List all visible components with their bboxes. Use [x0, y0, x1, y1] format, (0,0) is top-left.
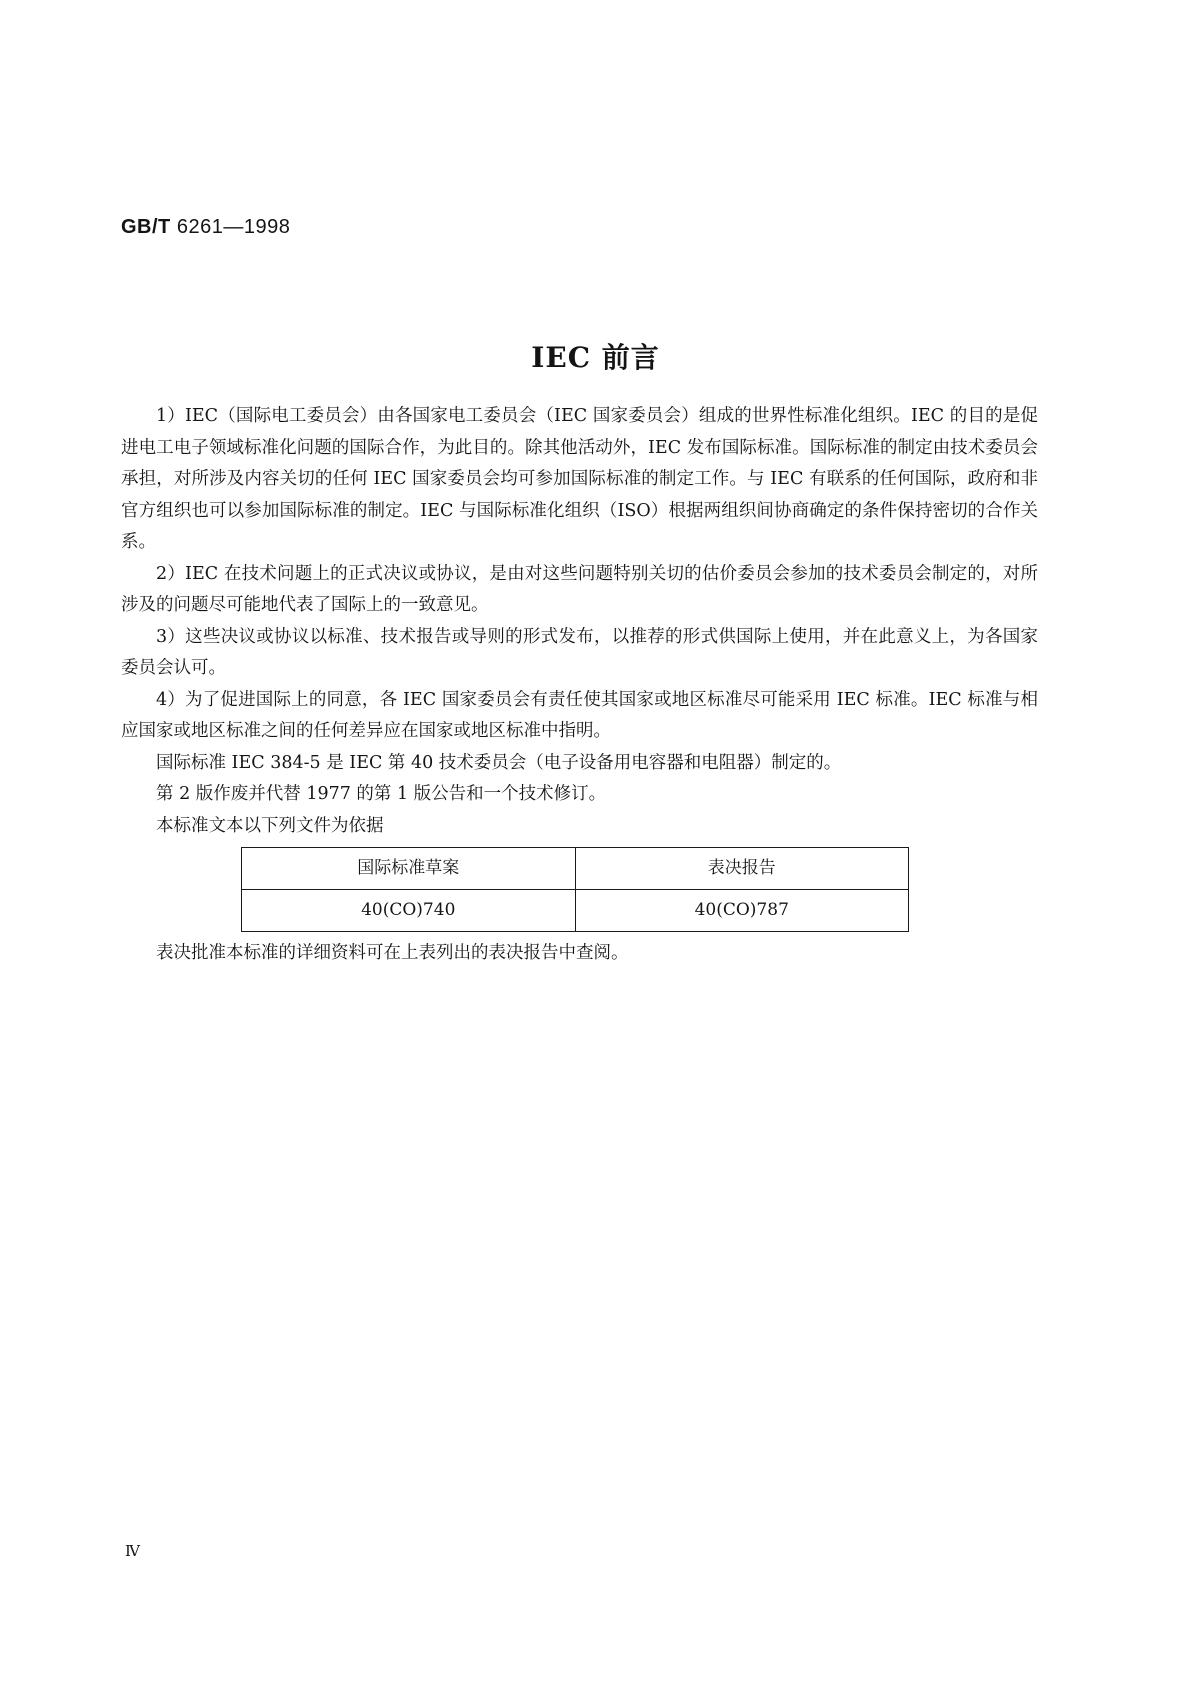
paragraph-1: 1）IEC（国际电工委员会）由各国家电工委员会（IEC 国家委员会）组成的世界性标准化组织。IEC 的目的是促进电工电子领域标准化问题的国际合作，为此目的。除其他活动外，IEC 发布国际标准。国际标准的制定由技术委员会承担，对所涉及内容关切的任何 IEC 国家委员会均可参加国际标准的制定工作。与 IEC 有联系的任何国际，政府和非官方组织也可以参加国际标准的制定。IEC 与国际标准化组织（ISO）根据两组织间协商确定的条件保持密切的合作关系。 [121, 406, 1038, 552]
paragraph-3: 3）这些决议或协议以标准、技术报告或导则的形式发布，以推荐的形式供国际上使用，并在此意义上，为各国家委员会认可。 [121, 626, 1038, 678]
page-number: Ⅳ [125, 1542, 140, 1560]
paragraph-5: 国际标准 IEC 384-5 是 IEC 第 40 技术委员会（电子设备用电容器和电阻器）制定的。 [156, 752, 842, 773]
paragraph-7: 本标准文本以下列文件为依据 [156, 815, 384, 836]
table-cell-draft: 40(CO)740 [242, 890, 576, 932]
document-id [121, 216, 290, 239]
table-header-vote-report: 表决报告 [575, 848, 909, 890]
paragraph-4: 4）为了促进国际上的同意，各 IEC 国家委员会有责任使其国家或地区标准尽可能采用 IEC 标准。IEC 标准与相应国家或地区标准之间的任何差异应在国家或地区标准中指明。 [121, 689, 1038, 741]
basis-table [241, 847, 909, 932]
table-header-draft: 国际标准草案 [242, 848, 576, 890]
paragraph-2: 2）IEC 在技术问题上的正式决议或协议，是由对这些问题特别关切的估价委员会参加的技术委员会制定的，对所涉及的问题尽可能地代表了国际上的一致意见。 [121, 563, 1038, 615]
document-number: 6261—1998 [176, 216, 291, 238]
table-row [242, 890, 909, 932]
table-cell-vote-report: 40(CO)787 [575, 890, 909, 932]
document-prefix: GB/T [121, 216, 171, 238]
page-title: IEC 前言 [531, 341, 660, 374]
paragraph-6: 第 2 版作废并代替 1977 的第 1 版公告和一个技术修订。 [156, 784, 607, 804]
table-header-row [242, 848, 909, 890]
closing-paragraph: 表决批准本标准的详细资料可在上表列出的表决报告中查阅。 [156, 943, 629, 963]
document-body [121, 401, 1038, 970]
